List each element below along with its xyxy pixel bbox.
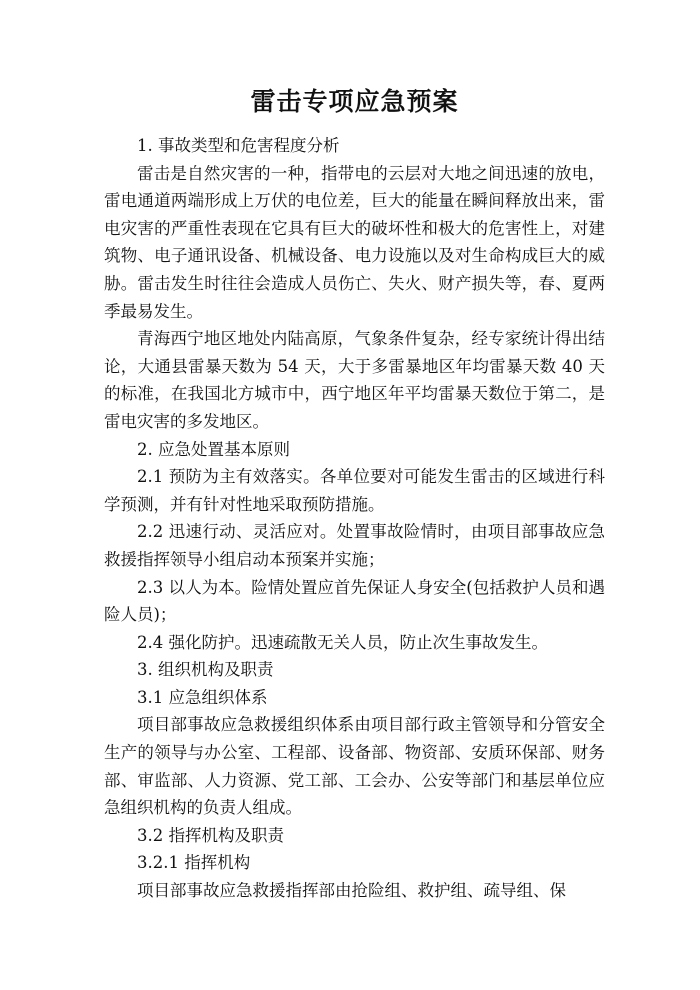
document-title: 雷击专项应急预案	[250, 87, 459, 116]
paragraph-principle-2-1: 2.1 预防为主有效落实。各单位要对可能发生雷击的区域进行科学预测，并有针对性地采取预防措施。	[104, 467, 605, 514]
paragraph-principle-2-2: 2.2 迅速行动、灵活应对。处置事故险情时，由项目部事故应急救援指挥领导小组启动本预案并实施；	[104, 522, 605, 569]
subsection-heading-3-2-1: 3.2.1 指挥机构	[137, 853, 251, 873]
paragraph-command-structure: 项目部事故应急救援指挥部由抢险组、救护组、疏导组、保	[137, 881, 566, 901]
subsection-heading-3-2: 3.2 指挥机构及职责	[137, 825, 284, 845]
section-heading-1: 1. 事故类型和危害程度分析	[137, 136, 340, 155]
paragraph-principle-2-3: 2.3 以人为本。险情处置应首先保证人身安全(包括救护人员和遇险人员)；	[104, 577, 605, 625]
section-heading-3: 3. 组织机构及职责	[137, 660, 274, 680]
section-heading-2: 2. 应急处置基本原则	[137, 439, 290, 459]
paragraph-xining-region: 青海西宁地区地处内陆高原，气象条件复杂，经专家统计得出结论，大通县雷暴天数为 54 天，大于多雷暴地区年均雷暴天数 40 天的标准，在我国北方城市中，西宁地区年平均雷暴天数位于第二，是雷电灾害的多发地区。	[104, 329, 605, 431]
subsection-heading-3-1: 3.1 应急组织体系	[137, 687, 268, 707]
paragraph-principle-2-4: 2.4 强化防护。迅速疏散无关人员，防止次生事故发生。	[137, 632, 548, 652]
paragraph-lightning-definition: 雷击是自然灾害的一种，指带电的云层对大地之间迅速的放电，雷电通道两端形成上万伏的电位差，巨大的能量在瞬间释放出来，雷电灾害的严重性表现在它具有巨大的破坏性和极大的危害性上，对建筑物、电子通讯设备、机械设备、电力设施以及对生命构成巨大的威胁。雷击发生时往往会造成人员伤亡、失火、财产损失等，春、夏两季最易发生。	[104, 163, 605, 321]
paragraph-organization-system: 项目部事故应急救援组织体系由项目部行政主管领导和分管安全生产的领导与办公室、工程部、设备部、物资部、安质环保部、财务部、审监部、人力资源、党工部、工会办、公安等部门和基层单位应急组织机构的负责人组成。	[104, 715, 605, 818]
